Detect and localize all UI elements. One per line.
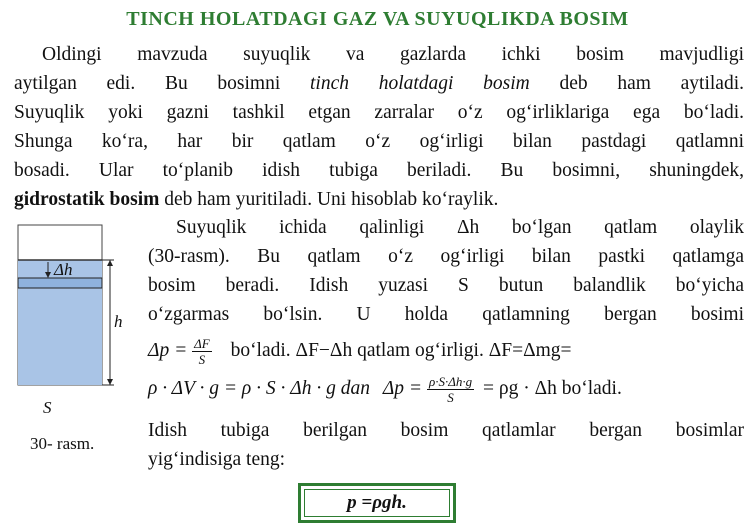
final-formula-box <box>298 483 456 523</box>
eq-text: ρ · ΔV · g = ρ · S · Δh · g dan <box>148 377 370 399</box>
paragraph-sum <box>148 416 744 474</box>
text-line: Oldingi mavzuda suyuqlik va gazlarda ichki bosim mavjudligi <box>42 44 744 65</box>
fraction-numerator: ρ·S·Δh·g <box>428 374 473 389</box>
figure-30 <box>10 220 140 460</box>
text-line: Suyuqlik yoki gazni tashkil etgan zarralar o‘z og‘irliklariga ega bo‘ladi. <box>14 102 744 123</box>
equation-line-1 <box>148 336 572 367</box>
eq-text: = ρg · Δh bo‘ladi. <box>482 377 622 399</box>
paragraph-intro <box>14 40 744 214</box>
fraction <box>192 336 212 367</box>
final-formula: p =ρgh. <box>304 489 450 517</box>
fraction-numerator: ΔF <box>194 336 210 351</box>
text-line: o‘zgarmas bo‘lsin. U holda qatlamning bergan bosimi <box>148 304 744 325</box>
fraction <box>427 374 474 405</box>
fraction-denominator: S <box>198 352 206 367</box>
text-line: Suyuqlik ichida qalinligi Δh bo‘lgan qatlam olaylik <box>176 217 744 238</box>
eq-text: bo‘ladi. ΔF−Δh qatlam og‘irligi. ΔF=Δmg= <box>230 339 572 361</box>
eq-lhs: Δp = <box>148 339 188 361</box>
bold-term: gidrostatik bosim <box>14 189 160 210</box>
s-label: S <box>43 398 52 417</box>
paragraph-layer <box>148 213 744 329</box>
vessel-diagram <box>10 220 140 460</box>
h-label: h <box>114 312 123 331</box>
italic-term: tinch holatdagi bosim <box>309 73 530 94</box>
figure-caption: 30- rasm. <box>30 434 95 453</box>
text-line: aytilgan edi. Bu bosimni tinch holatdagi bosim deb ham aytiladi. <box>14 73 745 94</box>
text-line: (30-rasm). Bu qatlam o‘z og‘irligi bilan pastki qatlamga <box>148 246 744 267</box>
equation-line-2 <box>148 374 622 405</box>
h-arrow-top <box>107 260 113 266</box>
eq-lhs: Δp = <box>382 377 423 399</box>
fraction-denominator: S <box>447 390 454 405</box>
text-line: yig‘indisiga teng: <box>148 449 286 470</box>
h-arrow-bottom <box>107 379 113 385</box>
text-line: bosim beradi. Idish yuzasi S butun balandlik bo‘yicha <box>148 275 744 296</box>
text-line: Shunga ko‘ra, har bir qatlam o‘z og‘irligi bilan pastdagi qatlamni <box>14 131 744 152</box>
dh-label: Δh <box>54 260 73 279</box>
text-line: Idish tubiga berilgan bosim qatlamlar bergan bosimlar <box>148 420 744 441</box>
text-line: bosadi. Ular to‘planib idish tubiga beriladi. Bu bosimni, shuningdek, <box>14 160 744 181</box>
text-line: gidrostatik bosim deb ham yuritiladi. Uni hisoblab ko‘raylik. <box>14 189 499 210</box>
page-title: TINCH HOLATDAGI GAZ VA SUYUQLIKDA BOSIM <box>126 8 629 30</box>
